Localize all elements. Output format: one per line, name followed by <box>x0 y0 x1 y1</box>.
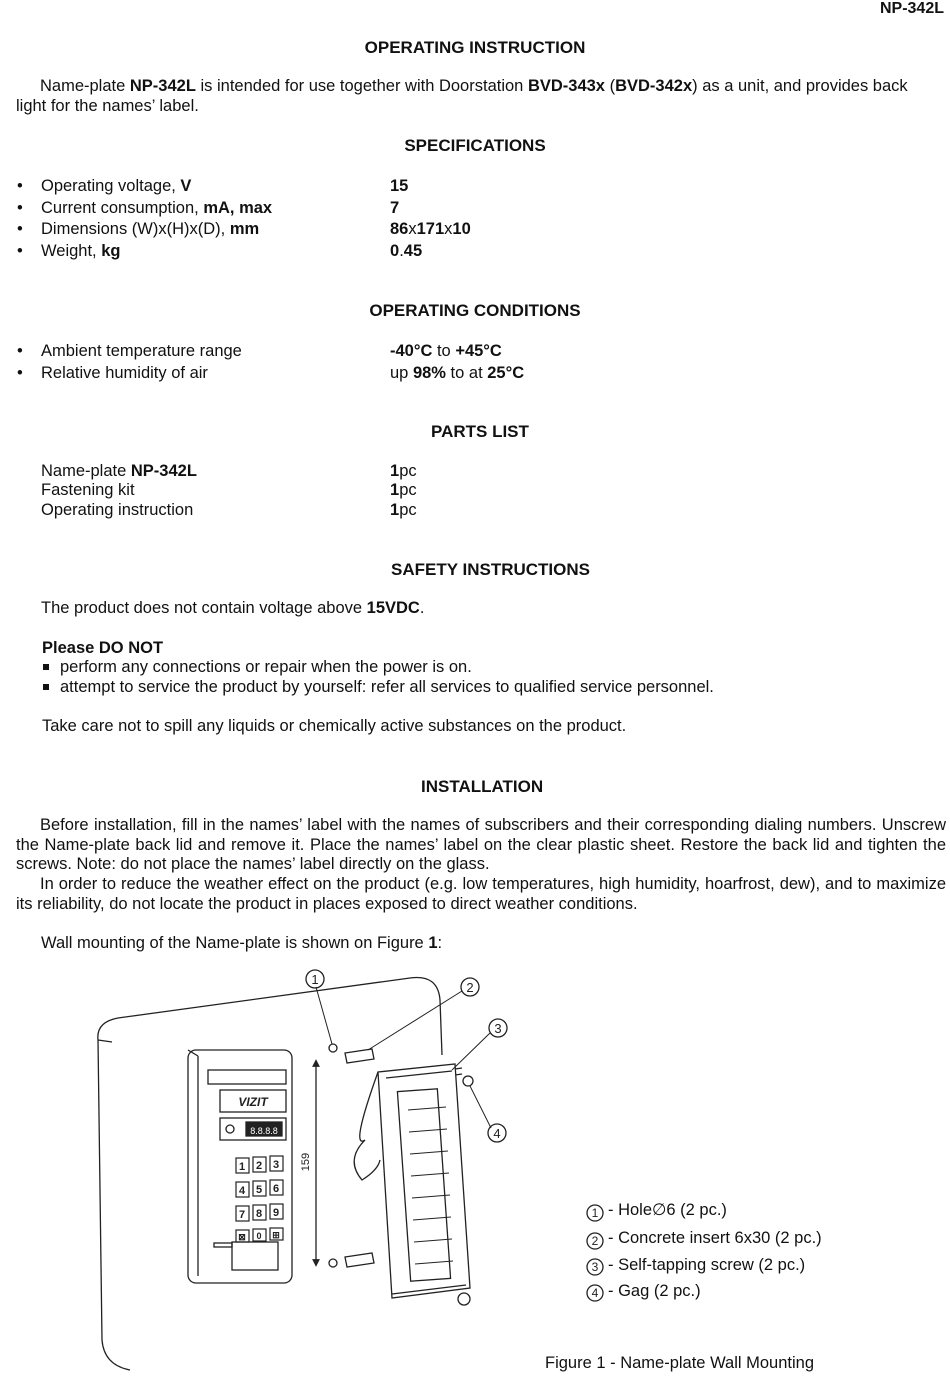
intro-paragraph: Name-plate NP-342L is intended for use together with Doorstation BVD-343x (BVD-342x) as a unit, and provides back light for the names’ label. <box>16 77 908 115</box>
callout-number: 4 <box>493 1126 501 1141</box>
safety-instructions-heading: SAFETY INSTRUCTIONS <box>391 560 590 579</box>
legend-item: - Concrete insert 6x30 (2 pc.) <box>608 1229 822 1247</box>
specifications-heading: SPECIFICATIONS <box>404 136 546 155</box>
legend-number: 1 <box>591 1206 599 1220</box>
key-label: 6 <box>272 1183 280 1195</box>
list-item: attempt to service the product by yourself: refer all services to qualified service personnel. <box>60 678 714 696</box>
safety-care-text: Take care not to spill any liquids or chemically active substances on the product. <box>42 717 627 735</box>
installation-heading: INSTALLATION <box>421 777 544 796</box>
list-item: perform any connections or repair when the power is on. <box>60 658 472 676</box>
legend-item: - Gag (2 pc.) <box>608 1282 701 1300</box>
list-item: 1pc <box>390 481 417 499</box>
list-item: Operating instruction <box>41 501 194 519</box>
wall-mounting-figure <box>0 960 950 1388</box>
dimension-label: 159 <box>300 1152 312 1172</box>
device-display: 8.8.8.8 <box>250 1126 278 1136</box>
installation-paragraph-2: In order to reduce the weather effect on the product (e.g. low temperatures, high humidity, hoarfrost, dew), and to maximize its reliability, do not locate the product in places exposed to direct weather conditions. <box>16 875 946 913</box>
device-logo: VIZIT <box>238 1095 268 1109</box>
legend-number: 4 <box>591 1286 599 1300</box>
callout-number: 1 <box>311 972 319 987</box>
legend-number: 3 <box>591 1260 599 1274</box>
list-item: Name-plate NP-342L <box>41 462 197 480</box>
please-do-not-heading: Please DO NOT <box>42 639 164 657</box>
key-label: 4 <box>238 1185 246 1197</box>
key-label: 9 <box>272 1207 280 1219</box>
key-label: ⊠ <box>238 1232 246 1242</box>
key-label: ⊞ <box>272 1230 280 1240</box>
callout-number: 2 <box>466 980 474 995</box>
key-label: 2 <box>255 1160 263 1172</box>
key-label: 1 <box>238 1161 246 1173</box>
installation-paragraph-1: Before installation, fill in the names’ label with the names of subscribers and their corresponding dialing numbers. Unscrew the Name-plate back lid and remove it. Place the names’ label on the clear plastic sheet. Restore the back lid and tighten the screws. Note: do not place the names’ label directly on the glass. <box>16 816 946 873</box>
operating-conditions-heading: OPERATING CONDITIONS <box>369 301 581 320</box>
model-number: NP-342L <box>879 0 944 17</box>
bullet-square-icon <box>43 684 49 690</box>
list-item: 1pc <box>390 501 417 519</box>
bullet-square-icon <box>43 664 49 670</box>
key-label: 0 <box>256 1231 262 1241</box>
legend-number: 2 <box>591 1234 599 1248</box>
page-title: OPERATING INSTRUCTION <box>364 38 586 57</box>
key-label: 7 <box>238 1209 246 1221</box>
parts-list-heading: PARTS LIST <box>431 422 529 441</box>
callout-number: 3 <box>494 1021 502 1036</box>
legend-item: - Hole∅6 (2 pc.) <box>608 1201 727 1219</box>
list-item: 1pc <box>390 462 417 480</box>
legend-item: - Self-tapping screw (2 pc.) <box>608 1256 806 1274</box>
list-item: Fastening kit <box>41 481 135 499</box>
key-label: 5 <box>255 1184 263 1196</box>
figure-reference-text: Wall mounting of the Name-plate is shown on Figure 1: <box>41 934 443 952</box>
figure-caption: Figure 1 - Name-plate Wall Mounting <box>545 1354 814 1372</box>
key-label: 8 <box>255 1208 263 1220</box>
key-label: 3 <box>272 1159 280 1171</box>
safety-voltage-text: The product does not contain voltage above 15VDC. <box>41 599 425 617</box>
